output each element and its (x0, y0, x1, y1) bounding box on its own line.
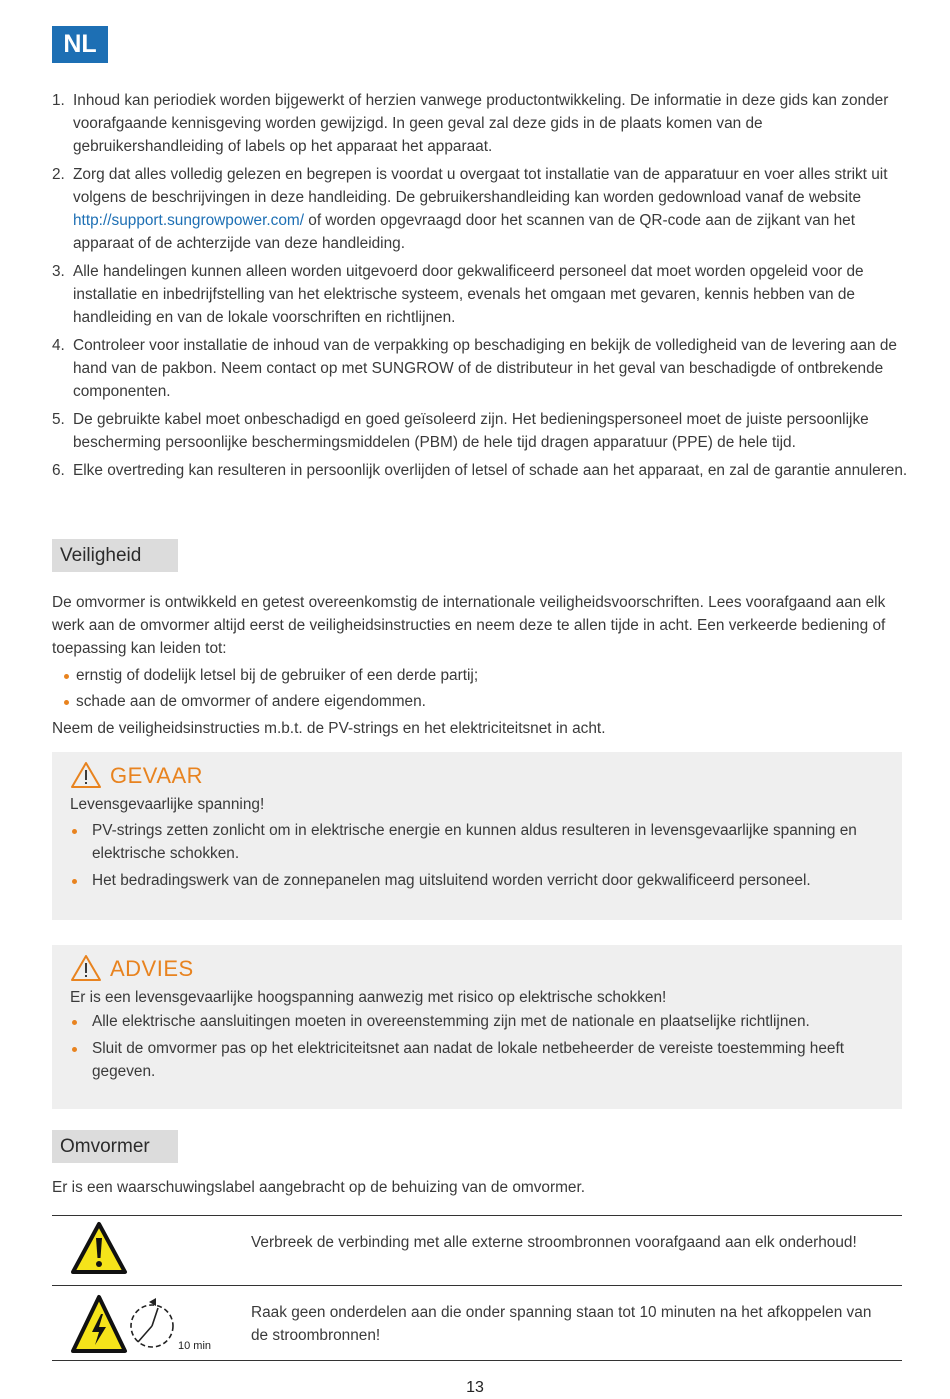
list-item: 1. Inhoud kan periodiek worden bijgewerkt of herzien vanwege productontwikkeling. De informatie in deze gids kan zonder voorafgaande kennisgeving worden gewijzigd. In geen geval zal deze gids in de plaats komen van de gebruikershandleiding of labels op het apparaat het apparaat. (52, 92, 889, 155)
intro-list (52, 89, 912, 487)
list-item: 3. Alle handelingen kunnen alleen worden uitgevoerd door gekwalificeerd personeel dat moet worden opgeleid voor de installatie en inbedrijfstelling van het elektrische systeem, evenals het omgaan met gevaren, kennis hebben van de handleiding en van de lokale voorschriften en richtlijnen. (52, 263, 864, 326)
safety-bullet-list (62, 664, 902, 716)
table-bottom-rule (52, 1360, 902, 1361)
timer-clock-icon (128, 1296, 178, 1354)
list-item: PV-strings zetten zonlicht om in elektrische energie en kunnen aldus resulteren in levensgevaarlijke spanning en elektrische schokken. (70, 819, 896, 865)
advice-box (52, 945, 902, 1109)
advice-subtitle: Er is een levensgevaarlijke hoogspanning aanwezig met risico op elektrische schokken! (70, 989, 667, 1006)
advice-title: ADVIES (110, 955, 194, 981)
danger-title-row (70, 760, 203, 790)
list-item: Het bedradingswerk van de zonnepanelen mag uitsluitend worden verricht door gekwalificeerd personeel. (70, 869, 896, 892)
list-item: 2. Zorg dat alles volledig gelezen en begrepen is voordat u overgaat tot installatie van de apparatuur en voer alles strikt uit volgens de beschrijvingen in deze handleiding. De gebruikershandleiding kan worden gedownload vanaf de website http://support.sungrowpower.com/ of worden opgevraagd door het scannen van de QR-code aan de zijkant van het apparaat of de achterzijde van deze handleiding. (52, 166, 888, 252)
warning-row-2-text: Raak geen onderdelen aan die onder spanning staan tot 10 minuten na het afkoppelen van de stroombronnen! (251, 1304, 872, 1344)
inverter-intro: Er is een waarschuwingslabel aangebracht op de behuizing van de omvormer. (52, 1179, 586, 1196)
warning-row-1-text: Verbreek de verbinding met alle externe stroombronnen voorafgaand aan elk onderhoud! (251, 1234, 857, 1251)
list-item: 5. De gebruikte kabel moet onbeschadigd en goed geïsoleerd zijn. Het bedieningspersoneel moet de juiste persoonlijke bescherming persoonlijke beschermingsmiddelen (PBM) de hele tijd dragen apparatuur (PPE) de hele tijd. (52, 411, 869, 451)
danger-subtitle: Levensgevaarlijke spanning! (70, 796, 265, 813)
language-badge: NL (52, 26, 108, 63)
list-item: 6. Elke overtreding kan resulteren in persoonlijk overlijden of letsel of schade aan het apparaat, en zal de garantie annuleren. (52, 462, 908, 479)
advice-body (70, 986, 896, 1087)
inverter-heading: Omvormer (52, 1130, 178, 1163)
list-item: 4. Controleer voor installatie de inhoud van de verpakking op beschadiging en bekijk de volledigheid van de levering aan de hand van de pakbon. Neem contact op met SUNGROW of de distributeur in het geval van beschadigde of ontbrekende componenten. (52, 337, 897, 400)
page-number: 13 (466, 1379, 484, 1396)
support-link[interactable]: http://support.sungrowpower.com/ (73, 212, 304, 229)
table-mid-rule (52, 1285, 902, 1286)
safety-intro: De omvormer is ontwikkeld en getest overeenkomstig de internationale veiligheidsvoorschriften. Lees voorafgaand aan elk werk aan de omvormer altijd eerst de veiligheidsinstructies en neem deze te allen tijde in acht. Een verkeerde bediening of toepassing kan leiden tot: (52, 594, 886, 657)
advice-bullet-list (70, 1010, 896, 1083)
timer-label: 10 min (178, 1340, 212, 1352)
safety-heading: Veiligheid (52, 539, 178, 572)
general-warning-icon (70, 1221, 128, 1275)
warning-triangle-icon (70, 761, 102, 789)
danger-body (70, 793, 896, 896)
danger-bullet-list (70, 819, 896, 892)
list-item: ernstig of dodelijk letsel bij de gebruiker of een derde partij; (62, 664, 902, 687)
danger-title: GEVAAR (110, 762, 204, 788)
advice-title-row (70, 953, 194, 983)
list-item: Sluit de omvormer pas op het elektriciteitsnet aan nadat de lokale netbeheerder de vereiste toestemming heeft gegeven. (70, 1037, 896, 1083)
safety-outro: Neem de veiligheidsinstructies m.b.t. de PV-strings en het elektriciteitsnet in acht. (52, 720, 606, 737)
table-top-rule (52, 1215, 902, 1216)
danger-box (52, 752, 902, 920)
list-item: Alle elektrische aansluitingen moeten in overeenstemming zijn met de nationale en plaatselijke richtlijnen. (70, 1010, 896, 1033)
list-item: schade aan de omvormer of andere eigendommen. (62, 690, 902, 713)
high-voltage-icon (70, 1294, 128, 1354)
warning-triangle-icon (70, 954, 102, 982)
